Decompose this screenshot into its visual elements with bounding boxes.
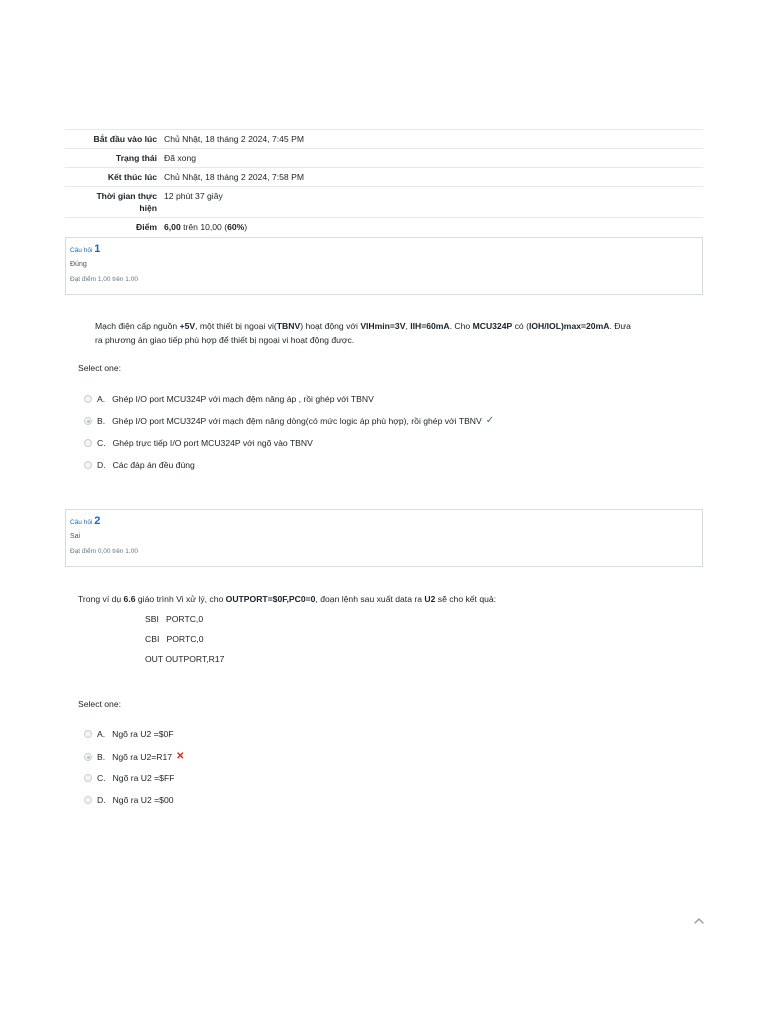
q1-text-bold: MCU324P bbox=[472, 321, 513, 331]
q1-text-part: , bbox=[405, 321, 411, 331]
q2-option-b-radio[interactable] bbox=[84, 753, 92, 761]
q2-option-c-letter: C. bbox=[97, 773, 106, 783]
q2-option-c-radio[interactable] bbox=[84, 774, 92, 782]
q1-option-c[interactable] bbox=[84, 436, 313, 450]
q1-option-a[interactable] bbox=[84, 392, 374, 406]
code-line: SBI PORTC,0 bbox=[145, 614, 204, 624]
q1-text-line2: ra phương án giao tiếp phù hợp để thiết bị ngoại vi hoạt động được. bbox=[95, 335, 355, 345]
q1-text-part: ) hoạt động với bbox=[300, 321, 361, 331]
q2-option-b[interactable] bbox=[84, 750, 184, 764]
time-label-line1: Thời gian thực bbox=[96, 191, 157, 201]
time-label bbox=[65, 187, 164, 218]
question-2-number-value: 2 bbox=[94, 515, 101, 527]
q1-option-d-letter: D. bbox=[97, 460, 106, 470]
q2-option-b-text: Ngõ ra U2=R17 bbox=[112, 752, 173, 762]
completed-value: Chủ Nhật, 18 tháng 2 2024, 7:58 PM bbox=[164, 168, 703, 187]
chevron-up-icon-svg bbox=[693, 915, 705, 927]
check-icon: ✓ bbox=[485, 415, 495, 426]
q1-option-b-letter: B. bbox=[97, 416, 106, 426]
question-1-select-one: Select one: bbox=[78, 363, 121, 373]
question-1-number-value: 1 bbox=[94, 243, 101, 255]
question-2-text bbox=[78, 592, 708, 606]
q1-text-part: có ( bbox=[512, 321, 529, 331]
q1-text-part: . Đưa bbox=[609, 321, 631, 331]
q2-option-a-radio[interactable] bbox=[84, 730, 92, 738]
q1-text-bold: IIH=60mA bbox=[410, 321, 450, 331]
summary-row-state bbox=[65, 149, 703, 168]
started-value: Chủ Nhật, 18 tháng 2 2024, 7:45 PM bbox=[164, 130, 703, 149]
summary-row-started bbox=[65, 130, 703, 149]
q2-text-part: , đoạn lệnh sau xuất data ra bbox=[315, 594, 425, 604]
summary-row-time bbox=[65, 187, 703, 218]
grade-score: 6,00 bbox=[164, 222, 181, 232]
q1-option-b-radio[interactable] bbox=[84, 417, 92, 425]
time-value: 12 phút 37 giây bbox=[164, 187, 703, 218]
summary-row-grade bbox=[65, 218, 703, 237]
grade-close: ) bbox=[244, 222, 248, 232]
question-1-number bbox=[70, 243, 702, 255]
q1-option-c-text: Ghép trực tiếp I/O port MCU324P với ngõ vào TBNV bbox=[112, 438, 313, 448]
q1-text-bold: IOH/IOL)max=20mA bbox=[528, 321, 610, 331]
summary-row-completed bbox=[65, 168, 703, 187]
started-label: Bắt đầu vào lúc bbox=[65, 130, 164, 149]
q2-text-part: Trong ví dụ bbox=[78, 594, 124, 604]
grade-rest: trên 10,00 ( bbox=[183, 222, 228, 232]
q2-option-b-letter: B. bbox=[97, 752, 106, 762]
q1-text-part: , một thiết bị ngoại vi( bbox=[195, 321, 277, 331]
q2-option-c-text: Ngõ ra U2 =$FF bbox=[112, 773, 175, 783]
question-1-text bbox=[95, 319, 705, 347]
question-2-select-one: Select one: bbox=[78, 699, 121, 709]
question-2-code bbox=[145, 609, 224, 669]
q1-option-d-radio[interactable] bbox=[84, 461, 92, 469]
q2-option-a-letter: A. bbox=[97, 729, 106, 739]
question-2-info bbox=[65, 509, 703, 567]
question-1-info bbox=[65, 237, 703, 295]
q1-text-bold: +5V bbox=[179, 321, 196, 331]
grade-percent: 60% bbox=[227, 222, 245, 232]
q1-text-bold: TBNV bbox=[276, 321, 301, 331]
state-value: Đã xong bbox=[164, 149, 703, 168]
grade-value bbox=[164, 218, 703, 237]
q1-text-bold: VIHmin=3V bbox=[360, 321, 406, 331]
completed-label: Kết thúc lúc bbox=[65, 168, 164, 187]
q1-option-b[interactable] bbox=[84, 414, 494, 428]
state-label: Trạng thái bbox=[65, 149, 164, 168]
question-1-mark: Đạt điểm 1,00 trên 1,00 bbox=[70, 276, 138, 283]
q1-option-d-text: Các đáp án đều đúng bbox=[112, 460, 195, 470]
q2-text-bold: OUTPORT=$0F,PC0=0 bbox=[225, 594, 316, 604]
quiz-summary-table bbox=[65, 129, 703, 236]
q1-option-b-text: Ghép I/O port MCU324P với mạch đệm nâng dòng(có mức logic áp phù hợp), rồi ghép với TBNV bbox=[112, 416, 482, 426]
q2-option-a[interactable] bbox=[84, 727, 174, 741]
code-line: OUT OUTPORT,R17 bbox=[145, 654, 225, 664]
q2-option-c[interactable] bbox=[84, 771, 174, 785]
q2-text-part: sẽ cho kết quả: bbox=[435, 594, 497, 604]
question-1-status: Đúng bbox=[70, 261, 87, 268]
q1-option-a-text: Ghép I/O port MCU324P với mạch đệm nâng áp , rồi ghép với TBNV bbox=[112, 394, 374, 404]
q1-text-part: Mạch điện cấp nguồn bbox=[95, 321, 180, 331]
q2-option-d-letter: D. bbox=[97, 795, 106, 805]
cross-icon: ✕ bbox=[176, 751, 185, 762]
q2-option-d[interactable] bbox=[84, 793, 174, 807]
q2-option-d-text: Ngõ ra U2 =$00 bbox=[112, 795, 174, 805]
q1-text-part: . Cho bbox=[449, 321, 473, 331]
q1-option-c-letter: C. bbox=[97, 438, 106, 448]
q1-option-c-radio[interactable] bbox=[84, 439, 92, 447]
q1-option-a-radio[interactable] bbox=[84, 395, 92, 403]
question-2-number bbox=[70, 515, 702, 527]
time-label-line2: hiện bbox=[139, 203, 157, 213]
q2-text-bold: 6.6 bbox=[123, 594, 136, 604]
q2-option-d-radio[interactable] bbox=[84, 796, 92, 804]
question-2-number-prefix: Câu hỏi bbox=[70, 519, 93, 526]
grade-label: Điểm bbox=[65, 218, 164, 237]
question-1-number-prefix: Câu hỏi bbox=[70, 247, 93, 254]
question-2-mark: Đạt điểm 0,00 trên 1,00 bbox=[70, 548, 138, 555]
q1-option-a-letter: A. bbox=[97, 394, 106, 404]
code-line: CBI PORTC,0 bbox=[145, 634, 204, 644]
q1-option-d[interactable] bbox=[84, 458, 195, 472]
q2-text-bold: U2 bbox=[424, 594, 436, 604]
question-2-status: Sai bbox=[70, 533, 81, 540]
q2-option-a-text: Ngõ ra U2 =$0F bbox=[112, 729, 174, 739]
q2-text-part: giáo trình Vi xử lý, cho bbox=[135, 594, 226, 604]
chevron-up-icon[interactable] bbox=[693, 915, 707, 929]
